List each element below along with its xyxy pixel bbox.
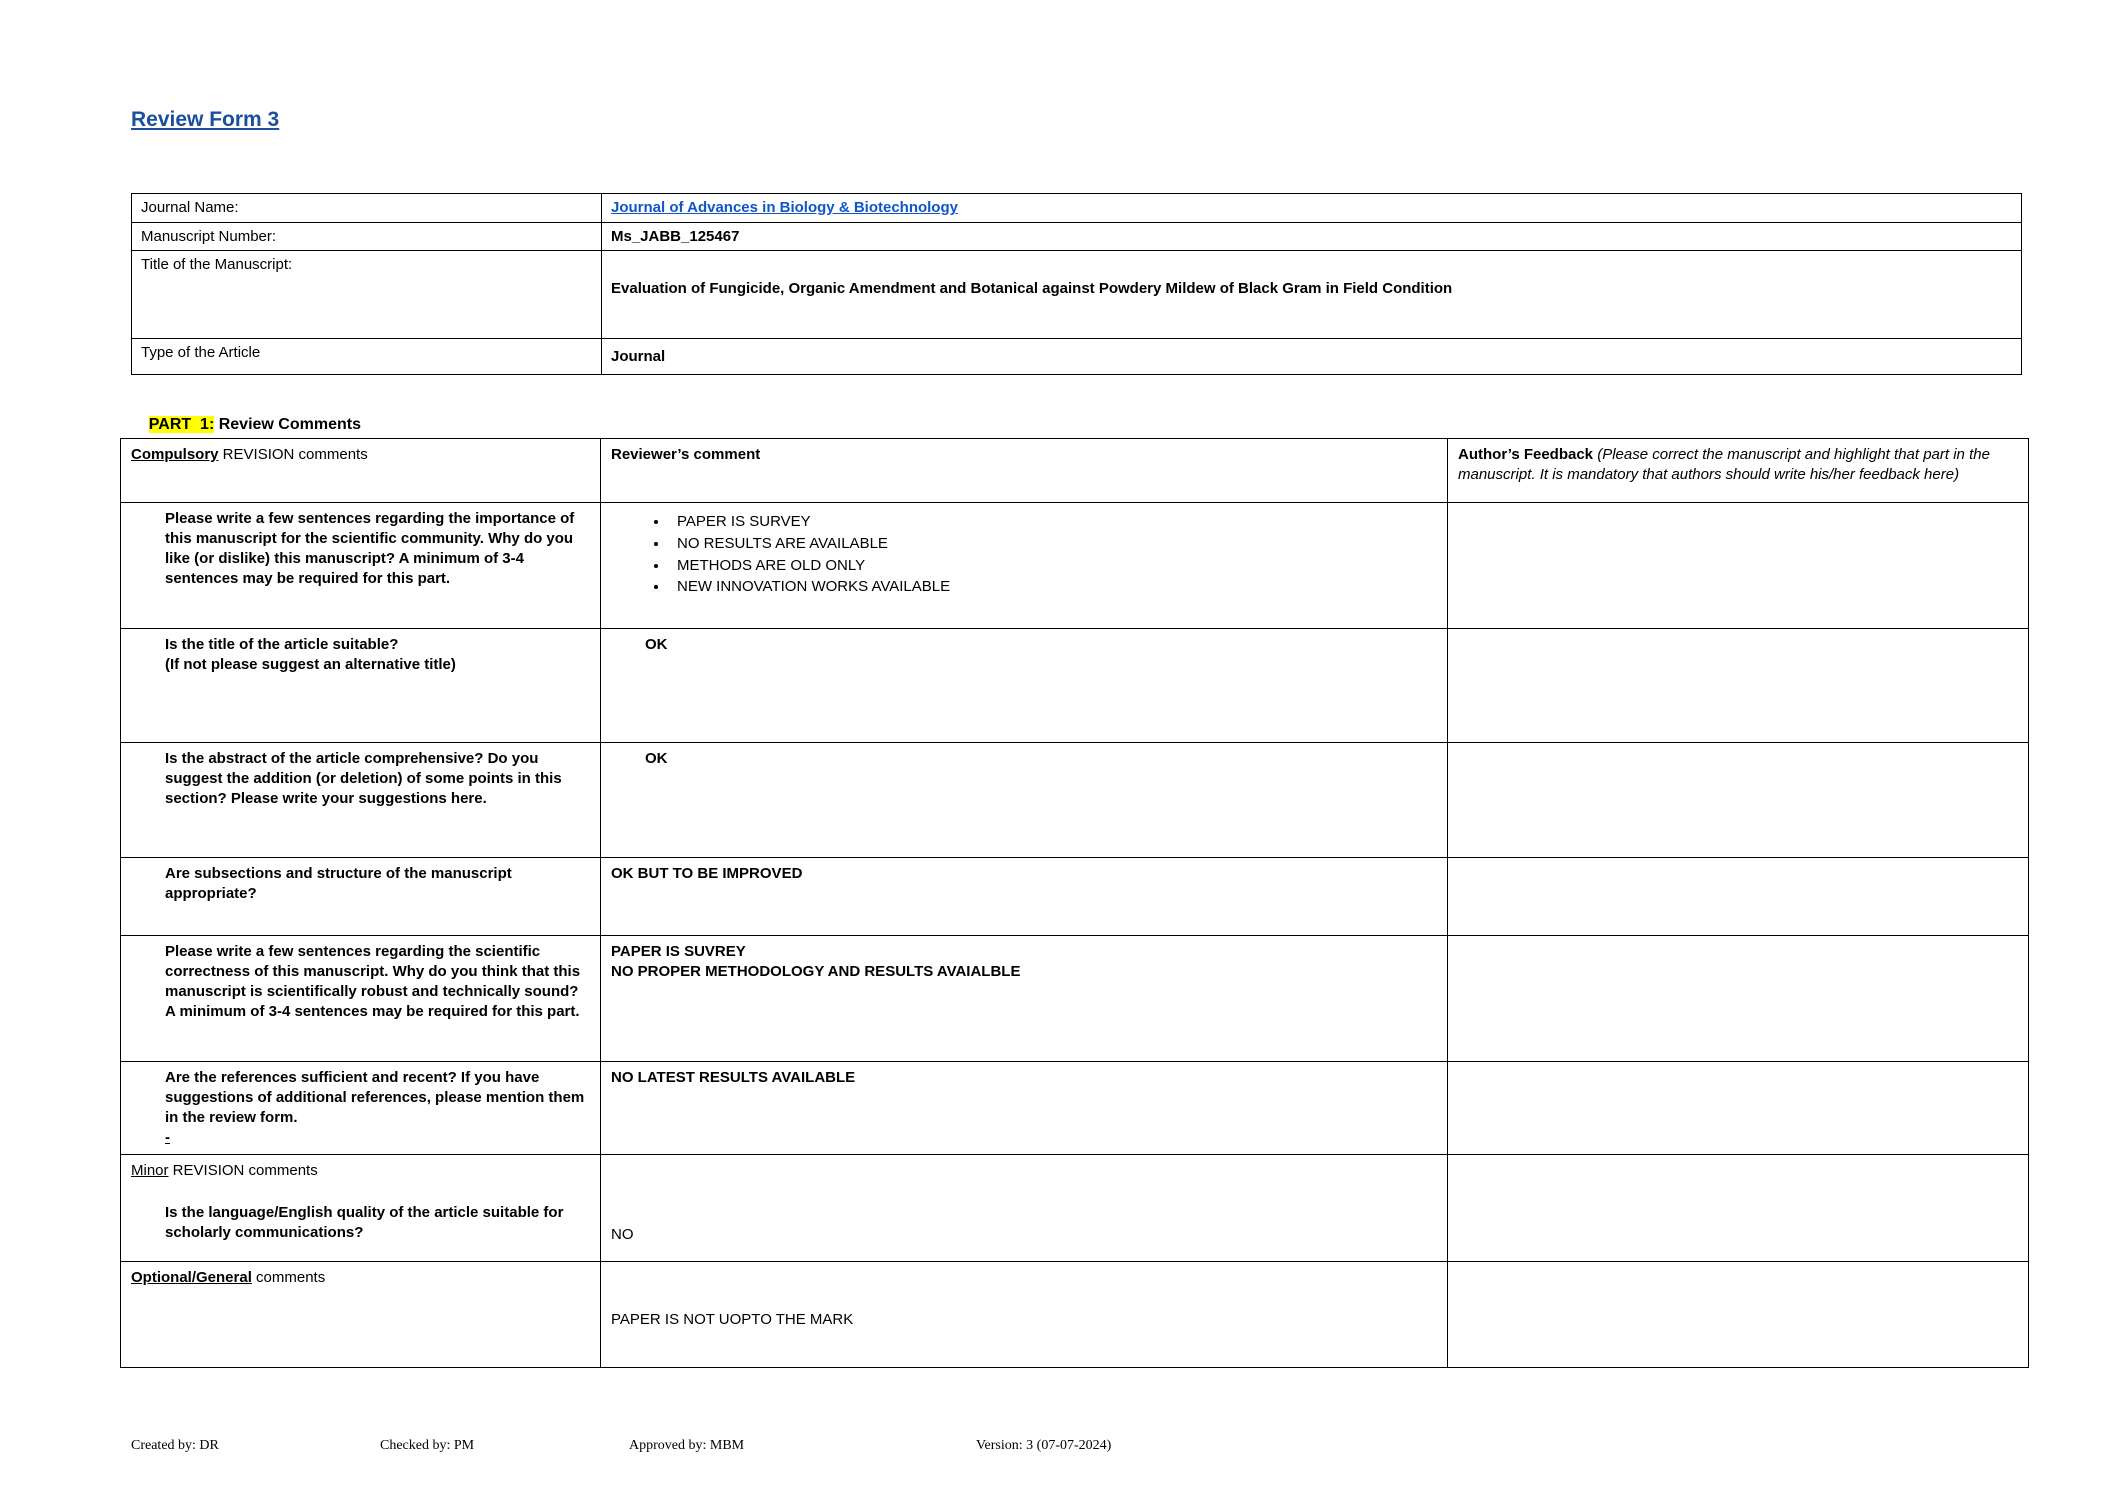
author-feedback-header-cell: [1448, 439, 2029, 503]
reviewer-comment-list: [669, 511, 1437, 598]
optional-general-row: [121, 1261, 2029, 1367]
author-feedback-header: Author’s Feedback: [1458, 446, 1594, 463]
question-importance: Please write a few sentences regarding the importance of this manuscript for the scientific community. Why do you like (or dislike) this manuscript? A minimum of 3-4 sentences may be required for this part.: [165, 510, 575, 587]
table-row: [132, 251, 2022, 339]
table-row: [121, 1062, 2029, 1155]
manuscript-number-label: Manuscript Number:: [132, 222, 602, 251]
optional-section-label: Optional/General comments: [131, 1268, 326, 1286]
compulsory-label-rest: REVISION comments: [218, 446, 368, 463]
journal-name-label: Journal Name:: [132, 194, 602, 223]
footer-checked-by: Checked by: PM: [380, 1438, 475, 1453]
question-subsections: Are subsections and structure of the manuscript appropriate?: [165, 865, 512, 902]
table-row: [121, 743, 2029, 858]
reviewer-comment: NO: [611, 1225, 634, 1243]
manuscript-title-label: Title of the Manuscript:: [132, 251, 602, 339]
compulsory-section-header-cell: [121, 439, 601, 503]
question-language-quality: Is the language/English quality of the article suitable for scholarly communications?: [165, 1203, 564, 1241]
table-row: [132, 194, 2022, 223]
author-feedback-cell: [1448, 858, 2029, 936]
table-row: [121, 629, 2029, 743]
minor-section-label: Minor REVISION comments: [131, 1161, 318, 1179]
question-scientific-correctness: Please write a few sentences regarding the scientific correctness of this manuscript. Why do you think that this manuscript is scientifically robust and technically sound? A minimum of 3-4 sentences may be required for this part.: [165, 943, 581, 1020]
author-feedback-cell: [1448, 1062, 2029, 1155]
question-title-suitable: Is the title of the article suitable? (If not please suggest an alternative title): [165, 636, 456, 673]
reviewer-comment-item: • NEW INNOVATION WORKS AVAILABLE: [669, 576, 1437, 598]
part1-title: Review Comments: [214, 416, 361, 433]
manuscript-title-value: Evaluation of Fungicide, Organic Amendment and Botanical against Powdery Mildew of Black Gram in Field Condition: [602, 251, 2022, 339]
reviewer-comment-header: Reviewer’s comment: [611, 446, 761, 463]
author-feedback-cell: [1448, 743, 2029, 858]
footer-created-by: Created by: DR: [131, 1438, 219, 1453]
author-feedback-cell: [1448, 1154, 2029, 1261]
manuscript-number-value: Ms_JABB_125467: [602, 222, 2022, 251]
review-table-header-row: [121, 439, 2029, 503]
reviewer-comment: OK: [645, 636, 668, 653]
question-abstract: Is the abstract of the article comprehensive? Do you suggest the addition (or deletion) of some points in this section? Please write your suggestions here.: [165, 750, 562, 807]
table-row: [121, 858, 2029, 936]
author-feedback-cell: [1448, 503, 2029, 629]
compulsory-label: Compulsory: [131, 446, 219, 463]
table-row: [132, 222, 2022, 251]
table-row: [132, 339, 2022, 375]
reviewer-comment: PAPER IS SUVREY NO PROPER METHODOLOGY AND RESULTS AVAIALBLE: [611, 943, 1021, 980]
table-row: [121, 503, 2029, 629]
part1-badge: PART 1:: [148, 416, 215, 433]
reviewer-comment: PAPER IS NOT UOPTO THE MARK: [611, 1310, 854, 1328]
author-feedback-cell: [1448, 629, 2029, 743]
footer-approved-by: Approved by: MBM: [629, 1438, 745, 1453]
question-references: Are the references sufficient and recent? If you have suggestions of additional references, please mention them in the review form.: [165, 1069, 585, 1126]
question-dash: -: [165, 1128, 170, 1146]
reviewer-comment-header-cell: [601, 439, 1448, 503]
footer-version: Version: 3 (07-07-2024): [976, 1438, 1112, 1453]
article-type-label: Type of the Article: [132, 339, 602, 375]
review-comments-table: [120, 438, 2029, 1368]
document-footer: [131, 1438, 1531, 1460]
page-title[interactable]: Review Form 3: [131, 108, 280, 131]
journal-name-link[interactable]: Journal of Advances in Biology & Biotechnology: [611, 199, 958, 216]
reviewer-comment-item: • PAPER IS SURVEY: [669, 511, 1437, 533]
author-feedback-note: (Please correct the manuscript and highlight that part in the manuscript. It is mandatory that authors should write his/her feedback here): [1458, 446, 1990, 483]
article-type-value: Journal: [602, 339, 2022, 375]
minor-revision-row: [121, 1154, 2029, 1261]
manuscript-info-table: [131, 193, 2022, 375]
author-feedback-cell: [1448, 1261, 2029, 1367]
author-feedback-cell: [1448, 936, 2029, 1062]
reviewer-comment: NO LATEST RESULTS AVAILABLE: [611, 1069, 856, 1086]
table-row: [121, 936, 2029, 1062]
reviewer-comment-item: • METHODS ARE OLD ONLY: [669, 555, 1437, 577]
reviewer-comment: OK: [645, 750, 668, 767]
reviewer-comment-item: • NO RESULTS ARE AVAILABLE: [669, 533, 1437, 555]
reviewer-comment: OK BUT TO BE IMPROVED: [611, 865, 803, 882]
